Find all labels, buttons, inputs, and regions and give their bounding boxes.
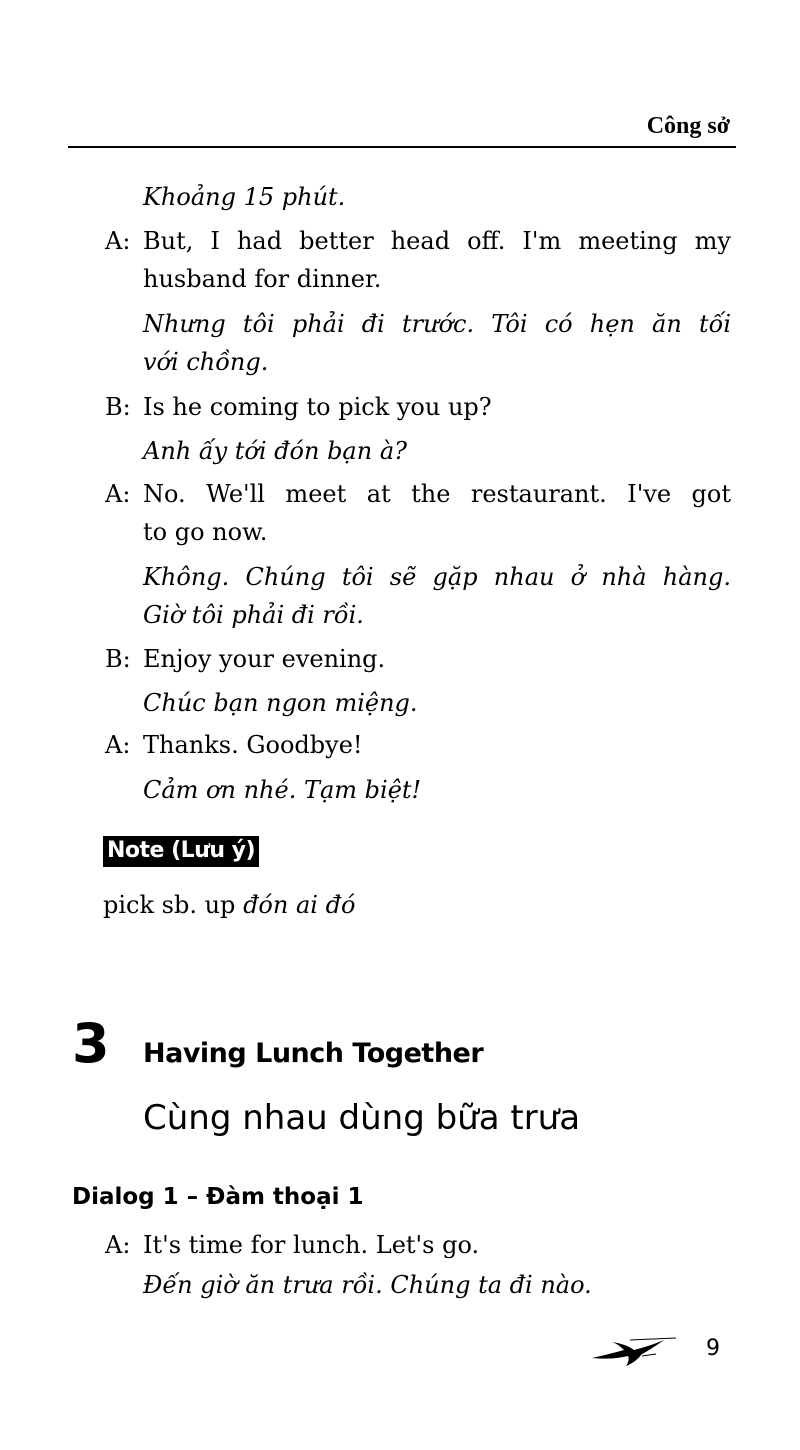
speaker-label: A: <box>105 1231 131 1259</box>
speaker-label: B: <box>105 393 131 421</box>
vi-line: với chồng. <box>143 348 269 376</box>
note-meaning: đón ai đó <box>243 891 356 919</box>
vi-line: Không. Chúng tôi sẽ gặp nhau ở nhà hàng. <box>143 563 731 591</box>
dialog-heading: Dialog 1 – Đàm thoại 1 <box>72 1184 364 1210</box>
running-header: Công sở <box>646 113 730 139</box>
vi-line: Nhưng tôi phải đi trước. Tôi có hẹn ăn tối <box>143 310 731 338</box>
swallow-ornament-icon <box>590 1336 680 1374</box>
en-line: Thanks. Goodbye! <box>143 731 363 759</box>
vi-line: Khoảng 15 phút. <box>143 183 346 211</box>
header-rule <box>68 146 736 148</box>
en-line: to go now. <box>143 518 268 546</box>
vi-line: Anh ấy tới đón bạn à? <box>143 437 407 465</box>
vi-line: Đến giờ ăn trưa rồi. Chúng ta đi nào. <box>143 1271 592 1299</box>
en-line: Is he coming to pick you up? <box>143 393 492 421</box>
vi-line: Giờ tôi phải đi rồi. <box>143 601 364 629</box>
vi-line: Cảm ơn nhé. Tạm biệt! <box>143 776 422 804</box>
en-line: But, I had better head off. I'm meeting my <box>143 227 731 255</box>
vi-line: Chúc bạn ngon miệng. <box>143 689 418 717</box>
note-label: Note (Lưu ý) <box>103 836 259 867</box>
speaker-label: A: <box>105 731 131 759</box>
en-line: No. We'll meet at the restaurant. I've got <box>143 480 731 508</box>
note-phrase: pick sb. up <box>103 891 236 919</box>
speaker-label: A: <box>105 227 131 255</box>
section-title-vi: Cùng nhau dùng bữa trưa <box>143 1098 581 1138</box>
en-line: It's time for lunch. Let's go. <box>143 1231 480 1259</box>
section-title-en: Having Lunch Together <box>143 1038 484 1069</box>
section-number: 3 <box>72 1012 110 1075</box>
speaker-label: B: <box>105 645 131 673</box>
en-line: Enjoy your evening. <box>143 645 386 673</box>
page-number: 9 <box>706 1336 720 1361</box>
note-text <box>103 886 355 924</box>
speaker-label: A: <box>105 480 131 508</box>
en-line: husband for dinner. <box>143 265 382 293</box>
